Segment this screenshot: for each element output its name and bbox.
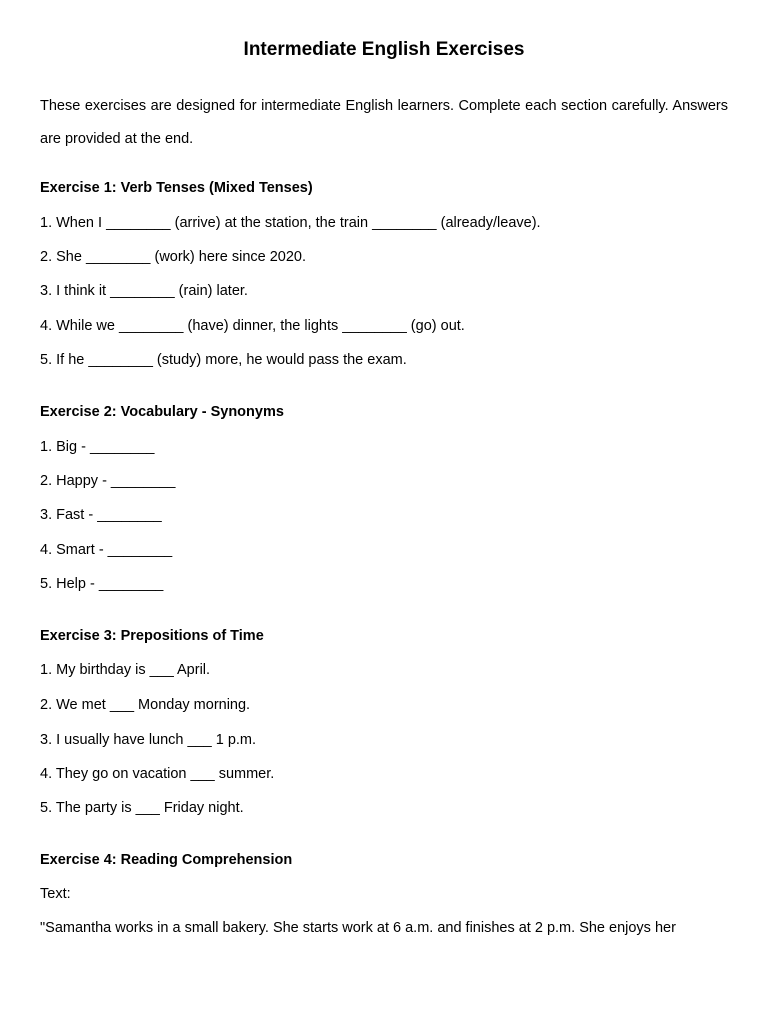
- exercise-3-item-5: 5. The party is ___ Friday night.: [40, 800, 244, 816]
- exercise-1-item-4: 4. While we ________ (have) dinner, the lights ________ (go) out.: [40, 318, 465, 334]
- exercise-4-passage: "Samantha works in a small bakery. She starts work at 6 a.m. and finishes at 2 p.m. She enjoys her: [40, 920, 676, 936]
- exercise-3-item-1: 1. My birthday is ___ April.: [40, 662, 211, 678]
- exercise-2-item-5: 5. Help - ________: [40, 576, 164, 592]
- exercise-3-item-4: 4. They go on vacation ___ summer.: [40, 766, 275, 782]
- intro-paragraph: These exercises are designed for intermediate English learners. Complete each section carefully. Answers are provided at the end.: [40, 98, 728, 147]
- exercise-4-text-label: Text:: [40, 886, 71, 902]
- exercise-4-heading: Exercise 4: Reading Comprehension: [40, 852, 293, 868]
- exercise-1-item-3: 3. I think it ________ (rain) later.: [40, 283, 248, 299]
- exercise-1-item-5: 5. If he ________ (study) more, he would pass the exam.: [40, 352, 407, 368]
- exercise-2-heading: Exercise 2: Vocabulary - Synonyms: [40, 404, 284, 420]
- exercise-1-heading: Exercise 1: Verb Tenses (Mixed Tenses): [40, 180, 313, 196]
- exercise-3-item-3: 3. I usually have lunch ___ 1 p.m.: [40, 732, 257, 748]
- exercise-2-item-3: 3. Fast - ________: [40, 507, 162, 523]
- exercise-3-heading: Exercise 3: Prepositions of Time: [40, 628, 264, 644]
- exercise-3-item-2: 2. We met ___ Monday morning.: [40, 697, 251, 713]
- exercise-2-item-1: 1. Big - ________: [40, 439, 155, 455]
- exercise-1-item-1: 1. When I ________ (arrive) at the station, the train ________ (already/leave).: [40, 215, 541, 231]
- exercise-1-item-2: 2. She ________ (work) here since 2020.: [40, 249, 307, 265]
- page-title: Intermediate English Exercises: [243, 39, 525, 60]
- exercise-2-item-4: 4. Smart - ________: [40, 542, 173, 558]
- exercise-2-item-2: 2. Happy - ________: [40, 473, 176, 489]
